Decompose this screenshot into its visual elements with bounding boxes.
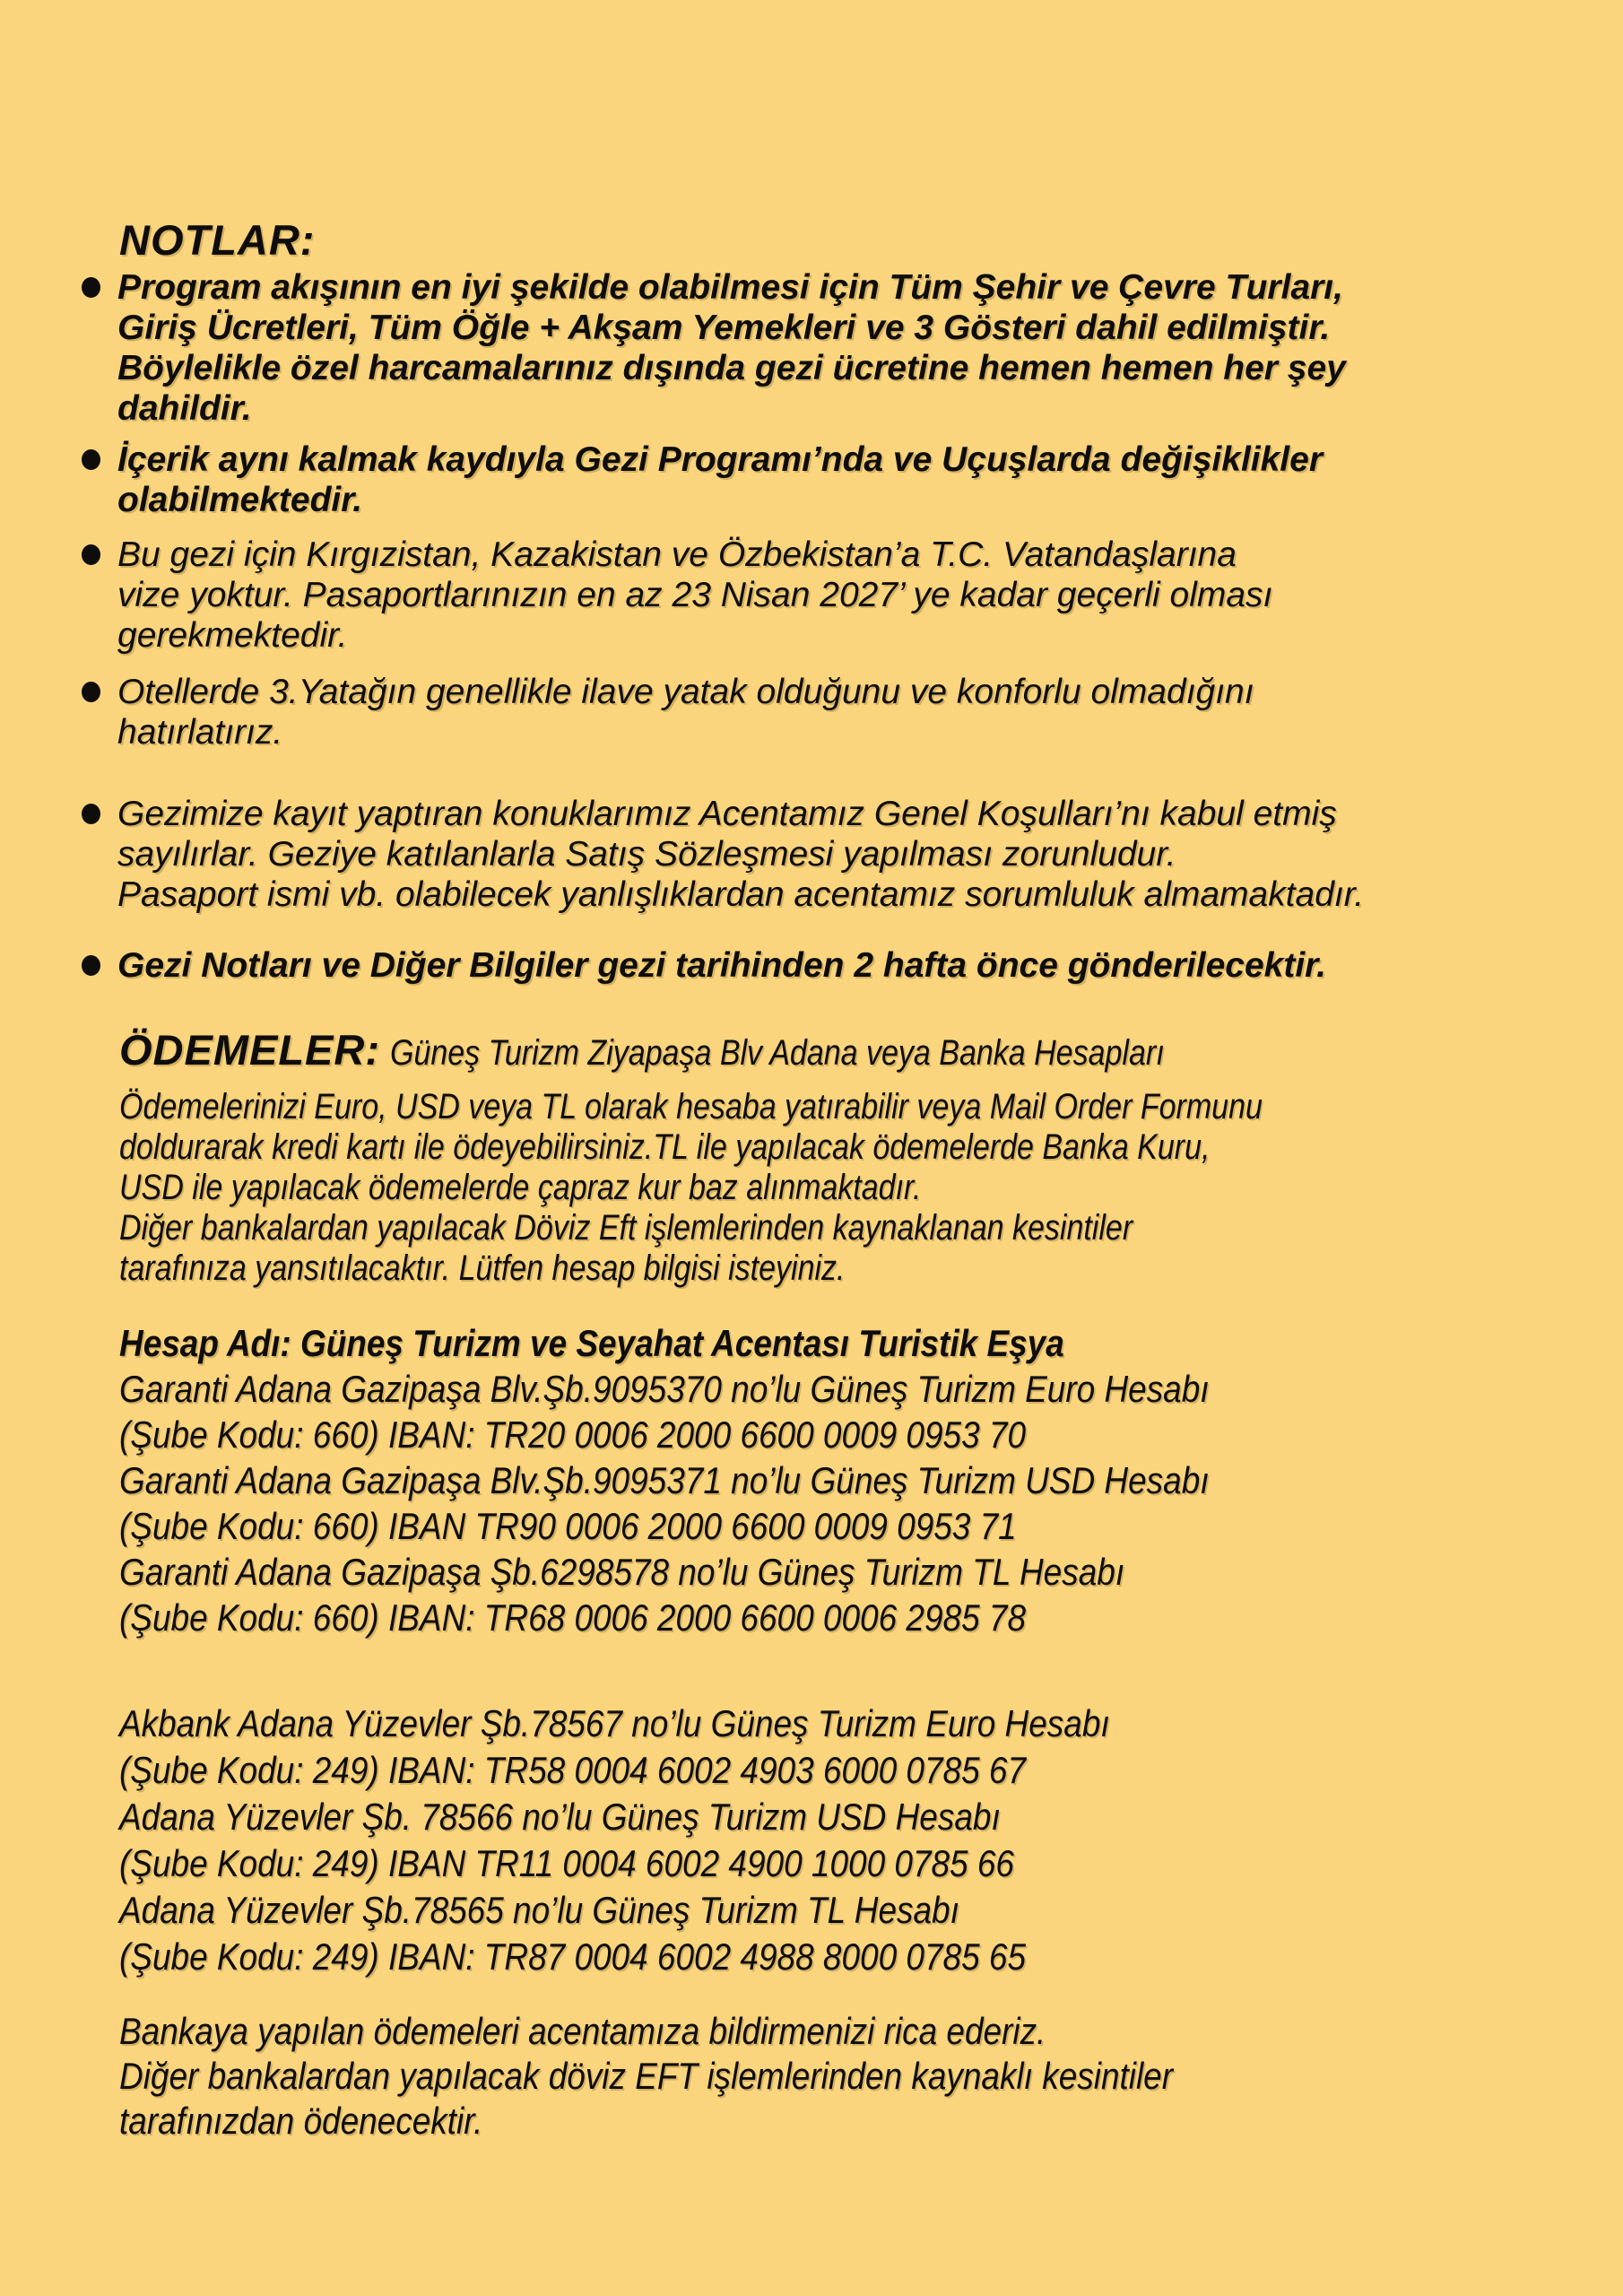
odemeler-section [119,1026,1464,1289]
bullet-text-line: dahildir. [117,389,252,428]
bank-account-line: Garanti Adana Gazipaşa Blv.Şb.9095370 no’lu Güneş Turizm Euro Hesabı [119,1368,1210,1410]
bullet-text-line: gerekmektedir. [117,616,348,655]
notlar-bullet-3 [0,535,1623,656]
odemeler-intro-line: USD ile yapılacak ödemelerde çapraz kur baz alınmaktadır. [119,1168,922,1207]
footer-note-line: Bankaya yapılan ödemeleri acentamıza bildirmenizi rica ederiz. [119,2010,1046,2052]
bullet-text-line: Gezi Notları ve Diğer Bilgiler gezi tarihinden 2 hafta önce gönderilecektir. [117,946,1327,985]
bank-account-line: Garanti Adana Gazipaşa Blv.Şb.9095371 no’lu Güneş Turizm USD Hesabı [119,1459,1210,1501]
bullet-text-line: Bu gezi için Kırgızistan, Kazakistan ve Özbekistan’a T.C. Vatandaşlarına [117,535,1237,574]
bank-account-line: Adana Yüzevler Şb.78565 no’lu Güneş Turizm TL Hesabı [119,1889,959,1931]
bullet-dot-icon [82,682,100,702]
bullet-text-line: Giriş Ücretleri, Tüm Öğle + Akşam Yemekleri ve 3 Gösteri dahil edilmiştir. [117,309,1331,347]
bullet-dot-icon [82,955,100,976]
garanti-accounts-block [119,1320,1358,1640]
odemeler-intro-line: tarafınıza yansıtılacaktır. Lütfen hesap bilgisi isteyiniz. [119,1248,846,1288]
notlar-bullet-2 [0,439,1623,520]
iban-line: (Şube Kodu: 660) IBAN TR90 0006 2000 6600 0009 0953 71 [119,1505,1017,1547]
notlar-bullet-1 [0,267,1623,429]
bullet-text-line: Pasaport ismi vb. olabilecek yanlışlıklardan acentamız sorumluluk almamaktadır. [117,875,1365,914]
bank-account-line: Adana Yüzevler Şb. 78566 no’lu Güneş Turizm USD Hesabı [119,1796,1001,1838]
iban-line: (Şube Kodu: 660) IBAN: TR68 0006 2000 6600 0006 2985 78 [119,1596,1027,1639]
akbank-accounts-block [119,1700,1245,1980]
account-name-heading: Hesap Adı: Güneş Turizm ve Seyahat Acentası Turistik Eşya [119,1322,1064,1364]
bullet-dot-icon [82,277,100,298]
notlar-title: NOTLAR: [119,216,316,264]
bullet-text-line: hatırlatırız. [117,713,283,752]
bullet-text-line: vize yoktur. Pasaportlarınızın en az 23 Nisan 2027’ ye kadar geçerli olması [117,576,1273,614]
iban-line: (Şube Kodu: 249) IBAN: TR58 0004 6002 4903 6000 0785 67 [119,1749,1027,1791]
notlar-bullet-list [0,267,1623,986]
bullet-text-line: Böylelikle özel harcamalarınız dışında gezi ücretine hemen hemen her şey [117,349,1346,387]
odemeler-intro-line: Diğer bankalardan yapılacak Döviz Eft işlemlerinden kaynaklanan kesintiler [119,1208,1133,1248]
bullet-dot-icon [82,544,100,565]
footer-note-line: Diğer bankalardan yapılacak döviz EFT işlemlerinden kaynaklı kesintiler [119,2055,1174,2097]
iban-line: (Şube Kodu: 249) IBAN: TR87 0004 6002 4988 8000 0785 65 [119,1935,1027,1978]
bullet-text-line: Program akışının en iyi şekilde olabilmesi için Tüm Şehir ve Çevre Turları, [117,268,1343,307]
bullet-text-line: İçerik aynı kalmak kaydıyla Gezi Programı’nda ve Uçuşlarda değişiklikler [117,440,1324,479]
bullet-text-line: Otellerde 3.Yatağın genellikle ilave yatak olduğunu ve konforlu olmadığını [117,673,1254,711]
bullet-dot-icon [82,449,100,470]
odemeler-intro-line: Ödemelerinizi Euro, USD veya TL olarak hesaba yatırabilir veya Mail Order Formunu [119,1087,1263,1126]
notlar-bullet-4 [0,672,1623,752]
odemeler-intro-line: doldurarak kredi kartı ile ödeyebilirsiniz.TL ile yapılacak ödemelerde Banka Kuru, [119,1127,1211,1167]
bullet-text-line: sayılırlar. Geziye katılanlarla Satış Sözleşmesi yapılması zorunludur. [117,835,1176,874]
bank-account-line: Garanti Adana Gazipaşa Şb.6298578 no’lu Güneş Turizm TL Hesabı [119,1551,1125,1593]
iban-line: (Şube Kodu: 660) IBAN: TR20 0006 2000 6600 0009 0953 70 [119,1413,1027,1456]
bank-account-line: Akbank Adana Yüzevler Şb.78567 no’lu Güneş Turizm Euro Hesabı [119,1702,1110,1744]
notlar-bullet-6 [0,945,1623,986]
odemeler-intro-line: Güneş Turizm Ziyapaşa Blv Adana veya Banka Hesapları [390,1033,1165,1073]
bullet-text-line: Gezimize kayıt yaptıran konuklarımız Acentamız Genel Koşulları’nı kabul etmiş [117,795,1337,833]
iban-line: (Şube Kodu: 249) IBAN TR11 0004 6002 4900 1000 0785 66 [119,1842,1015,1884]
odemeler-title: ÖDEMELER: [119,1026,380,1074]
bullet-dot-icon [82,804,100,824]
footer-note-line: tarafınızdan ödenecektir. [119,2100,483,2142]
bullet-text-line: olabilmektedir. [117,481,363,519]
notlar-bullet-5 [0,794,1623,915]
payment-footer-notes [119,2009,1316,2144]
